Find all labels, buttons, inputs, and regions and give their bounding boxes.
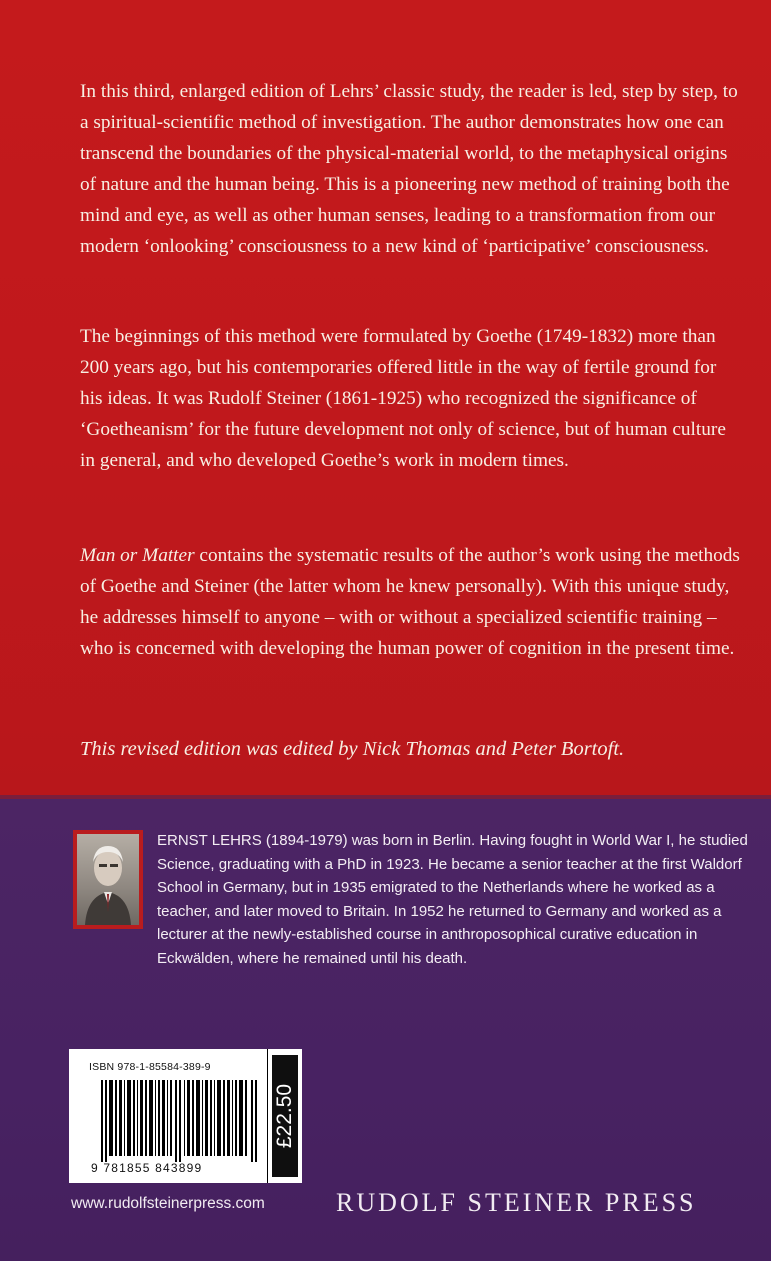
editors-note: This revised edition was edited by Nick Thomas and Peter Bortoft. (80, 738, 625, 760)
blurb-paragraph-3 (80, 540, 740, 664)
blurb-paragraph-2: The beginnings of this method were formulated by Goethe (1749-1832) more than 200 years ago, but his contemporaries offered little in the way of fertile ground for his ideas. It was Rudolf Steiner (1861-1925) who recognized the significance of ‘Goetheanism’ for the future development not only of science, but of human culture in general, and who developed Goethe’s work in modern times. (80, 326, 726, 471)
book-title-italic: Man or Matter (80, 545, 195, 566)
price-text: £22.50 (273, 1083, 296, 1149)
author-bio: ERNST LEHRS (1894-1979) was born in Berlin. Having fought in World War I, he studied Science, graduating with a PhD in 1923. He became a senior teacher at the first Waldorf School in Germany, but in 1935 emigrated to the Netherlands where he worked as a teacher, and later moved to Britain. In 1952 he returned to Germany and worked as a lecturer at the newly-established course in anthroposophical curative education in Eckwälden, where he remained until his death. (157, 832, 748, 967)
price-label (267, 1049, 302, 1183)
author-bio-block (73, 829, 753, 971)
barcode-digits: 9 781855 843899 (91, 1161, 203, 1175)
isbn-text: ISBN 978-1-85584-389-9 (89, 1061, 211, 1073)
publisher-url: www.rudolfsteinerpress.com (71, 1195, 265, 1212)
blurb-paragraph-1: In this third, enlarged edition of Lehrs’ classic study, the reader is led, step by step, to a spiritual-scientific method of investigation. The author demonstrates how one can transcend the boundaries of the physical-material world, to the metaphysical origins of nature and the human being. This is a pioneering new method of training both the mind and eye, as well as other human senses, leading to a transformation from our modern ‘onlooking’ consciousness to a new kind of ‘participative’ consciousness. (80, 81, 738, 257)
blurb-paragraph-3-text: contains the systematic results of the author’s work using the methods of Goethe and Steiner (the latter whom he knew personally). With this unique study, he addresses himself to anyone – with or without a specialized scientific training – who is concerned with developing the human power of cognition in the present time. (80, 545, 740, 659)
publisher-name: RUDOLF STEINER PRESS (336, 1188, 697, 1217)
barcode-icon (101, 1080, 261, 1162)
